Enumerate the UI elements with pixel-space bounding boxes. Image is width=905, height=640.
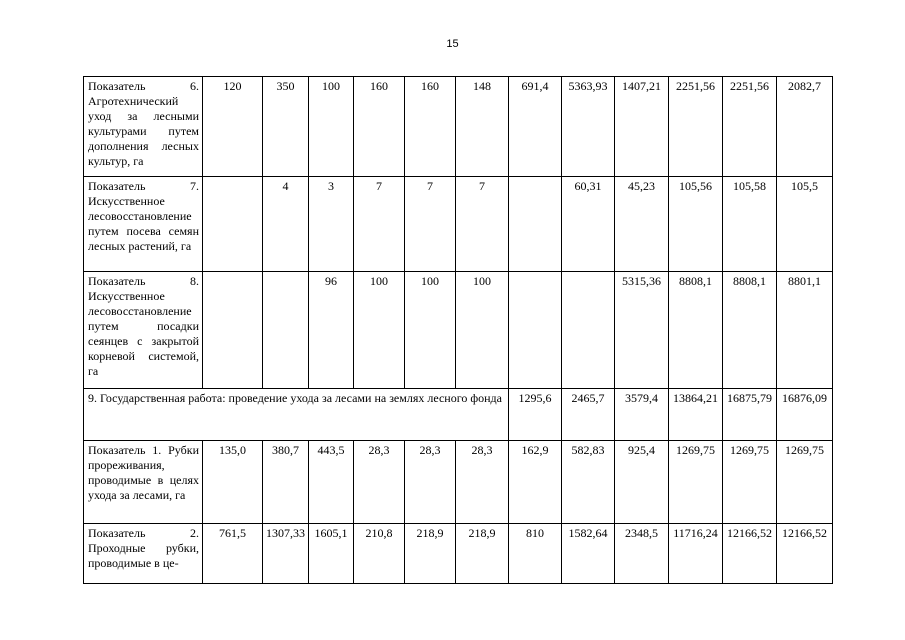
table-cell: 16876,09	[777, 389, 833, 441]
table-row-indicator-8	[84, 272, 833, 389]
table-row-indicator-7	[84, 177, 833, 272]
table-cell: 218,9	[405, 524, 456, 584]
table-cell: 691,4	[509, 77, 562, 177]
table-cell: 380,7	[263, 441, 309, 524]
table-cell: 1407,21	[615, 77, 669, 177]
section-heading: 9. Государственная работа: проведение ухода за лесами на землях лесного фонда	[84, 389, 509, 441]
table-cell	[203, 272, 263, 389]
table-cell: 7	[354, 177, 405, 272]
table-cell: 7	[405, 177, 456, 272]
table-row-indicator-1	[84, 441, 833, 524]
table-cell: 148	[456, 77, 509, 177]
row-label	[84, 524, 203, 584]
table-cell: 761,5	[203, 524, 263, 584]
table-cell: 218,9	[456, 524, 509, 584]
table-cell: 160	[354, 77, 405, 177]
table-cell: 1605,1	[309, 524, 354, 584]
table-cell: 28,3	[354, 441, 405, 524]
table-cell	[263, 272, 309, 389]
table-cell: 96	[309, 272, 354, 389]
table-cell	[203, 177, 263, 272]
table-cell: 4	[263, 177, 309, 272]
table-row-section-9	[84, 389, 833, 441]
table-cell: 582,83	[562, 441, 615, 524]
table-cell: 3	[309, 177, 354, 272]
table-cell	[562, 272, 615, 389]
table-cell: 925,4	[615, 441, 669, 524]
table-cell: 45,23	[615, 177, 669, 272]
table-cell: 1582,64	[562, 524, 615, 584]
table-row-indicator-6	[84, 77, 833, 177]
table-cell: 7	[456, 177, 509, 272]
table-cell: 1269,75	[723, 441, 777, 524]
table-cell: 100	[354, 272, 405, 389]
row-label-text: Показатель 2. Проходные рубки, проводимые в це-	[88, 526, 199, 570]
table-cell: 2348,5	[615, 524, 669, 584]
table-cell: 28,3	[456, 441, 509, 524]
table-cell: 28,3	[405, 441, 456, 524]
table-cell: 2251,56	[669, 77, 723, 177]
table-cell: 2251,56	[723, 77, 777, 177]
table-cell: 162,9	[509, 441, 562, 524]
table-cell: 135,0	[203, 441, 263, 524]
table-cell: 350	[263, 77, 309, 177]
table-cell: 8808,1	[723, 272, 777, 389]
table-cell: 810	[509, 524, 562, 584]
table-cell: 3579,4	[615, 389, 669, 441]
table-cell: 5363,93	[562, 77, 615, 177]
table-cell: 1295,6	[509, 389, 562, 441]
table-cell: 160	[405, 77, 456, 177]
table-row-indicator-2	[84, 524, 833, 584]
table-cell: 12166,52	[723, 524, 777, 584]
row-label: Показатель 1. Рубки прореживания, проводимые в целях ухода за лесами, га	[84, 441, 203, 524]
table-cell: 5315,36	[615, 272, 669, 389]
table-cell: 16875,79	[723, 389, 777, 441]
table-cell: 100	[405, 272, 456, 389]
page-number: 15	[446, 38, 459, 50]
table-cell: 13864,21	[669, 389, 723, 441]
data-table	[83, 76, 833, 584]
table-cell	[509, 177, 562, 272]
table-cell: 105,5	[777, 177, 833, 272]
table-cell: 1307,33	[263, 524, 309, 584]
table-cell: 443,5	[309, 441, 354, 524]
row-label: Показатель 6. Агротехнический уход за лесными культурами путем дополнения лесных культур, га	[84, 77, 203, 177]
table-cell: 2082,7	[777, 77, 833, 177]
table-cell: 8801,1	[777, 272, 833, 389]
row-label: Показатель 7. Искусственное лесовосстановление путем посева семян лесных растений, га	[84, 177, 203, 272]
table-cell: 120	[203, 77, 263, 177]
table-cell: 105,58	[723, 177, 777, 272]
table-cell: 105,56	[669, 177, 723, 272]
table-cell: 12166,52	[777, 524, 833, 584]
table-cell: 100	[456, 272, 509, 389]
table-cell: 100	[309, 77, 354, 177]
table-cell: 1269,75	[669, 441, 723, 524]
table-cell: 210,8	[354, 524, 405, 584]
row-label: Показатель 8. Искусственное лесовосстановление путем посадки сеянцев с закрытой корневой системой, га	[84, 272, 203, 389]
table-cell: 1269,75	[777, 441, 833, 524]
table-cell	[509, 272, 562, 389]
table-cell: 2465,7	[562, 389, 615, 441]
table-cell: 60,31	[562, 177, 615, 272]
table-cell: 8808,1	[669, 272, 723, 389]
table-cell: 11716,24	[669, 524, 723, 584]
